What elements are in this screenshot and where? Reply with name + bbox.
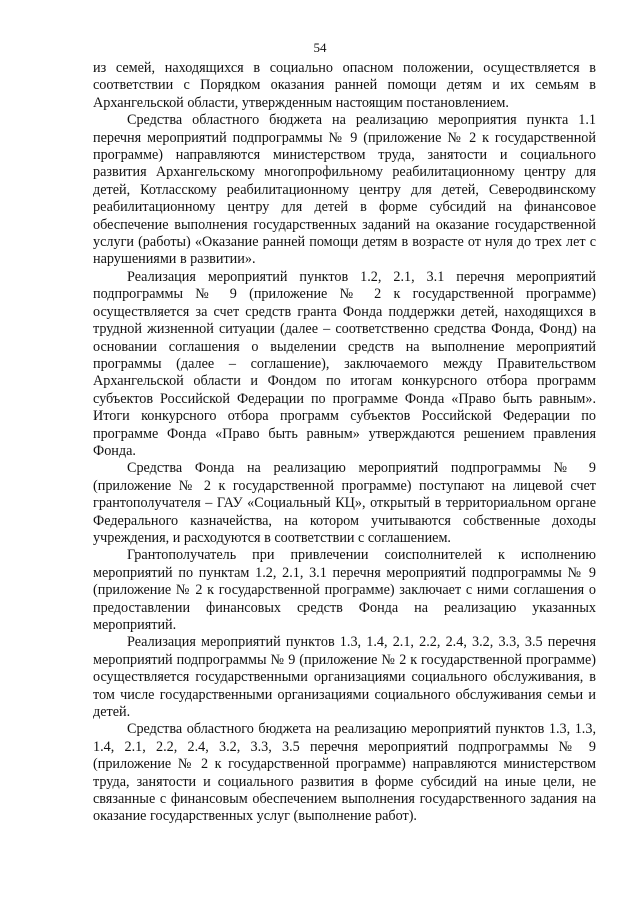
paragraph: Грантополучатель при привлечении соисполнителей к исполнению мероприятий по пунктам 1.2, 2.1, 3.1 перечня мероприятий подпрограммы № 9 (приложение № 2 к государственной программе) заключает с ними соглашения о предоставлении финансовых средств Фонда на реализацию указанных мероприятий.: [93, 547, 596, 633]
paragraph: Реализация мероприятий пунктов 1.3, 1.4, 2.1, 2.2, 2.4, 3.2, 3.3, 3.5 перечня мероприятий подпрограммы № 9 (приложение № 2 к государственной программе) осуществляется государственными организациями социального обслуживания, в том числе государственными организациями социального обслуживания семьи и детей.: [93, 634, 596, 721]
document-body: [93, 60, 596, 826]
paragraph-continuation: из семей, находящихся в социально опасном положении, осуществляется в соответствии с Порядком оказания ранней помощи детям и их семьям в Архангельской области, утвержденным настоящим постановлением.: [93, 60, 596, 111]
paragraph: Средства областного бюджета на реализацию мероприятий пунктов 1.3, 1.3, 1.4, 2.1, 2.2, 2.4, 3.2, 3.3, 3.5 перечня мероприятий подпрограммы № 9 (приложение № 2 к государственной программе) направляются министерством труда, занятости и социального развития в форме субсидий на иные цели, не связанные с финансовым обеспечением выполнения государственного задания на оказание государственных услуг (выполнение работ).: [93, 721, 596, 825]
page-number: 54: [313, 40, 327, 55]
paragraph: Средства Фонда на реализацию мероприятий подпрограммы № 9 (приложение № 2 к государственной программе) поступают на лицевой счет грантополучателя – ГАУ «Социальный КЦ», открытый в территориальном органе Федерального казначейства, на котором учитываются собственные доходы учреждения, и расходуются в соответствии с соглашением.: [93, 460, 596, 546]
paragraph: Реализация мероприятий пунктов 1.2, 2.1, 3.1 перечня мероприятий подпрограммы № 9 (приложение № 2 к государственной программе) осуществляется за счет средств гранта Фонда поддержки детей, находящихся в трудной жизненной ситуации (далее – соответственно средства Фонда, Фонд) на основании соглашения о выделении средств на выполнение мероприятий программы (далее – соглашение), заключаемого между Правительством Архангельской области и Фондом по итогам конкурсного отбора программ субъектов Российской Федерации по программе Фонда «Право быть равным». Итоги конкурсного отбора программ субъектов Российской Федерации по программе Фонда «Право быть равным» утверждаются решением правления Фонда.: [93, 268, 596, 459]
paragraph: Средства областного бюджета на реализацию мероприятия пункта 1.1 перечня мероприятий подпрограммы № 9 (приложение № 2 к государственной программе) направляются министерством труда, занятости и социального развития Архангельскому многопрофильному реабилитационному центру для детей, Котласскому реабилитационному центру для детей, Северодвинскому реабилитационному центру для детей в форме субсидий на финансовое обеспечение выполнения государственных заданий на оказание государственной услуги (работы) «Оказание ранней помощи детям в возрасте от нуля до трех лет с нарушениями в развитии».: [93, 112, 596, 268]
